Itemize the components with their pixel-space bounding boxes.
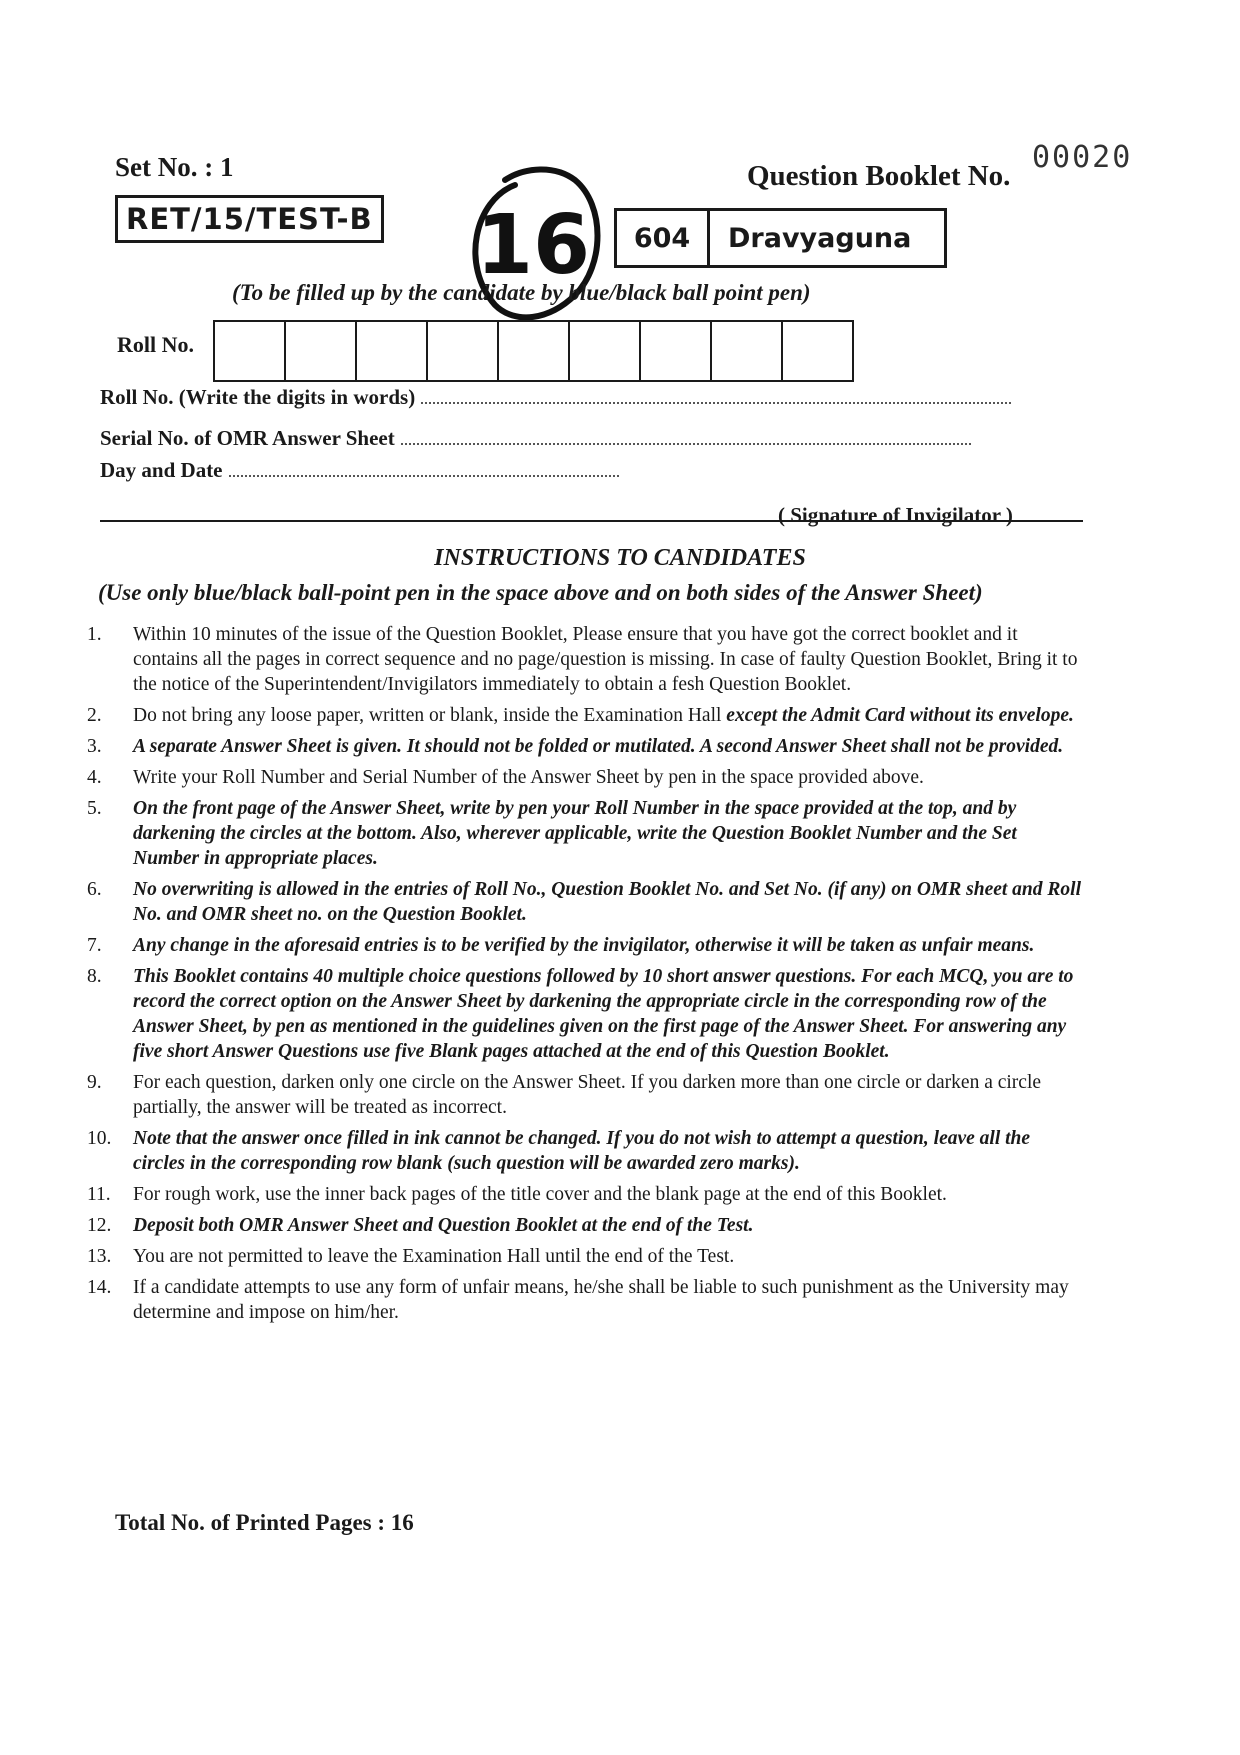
day-date-label: Day and Date (100, 458, 223, 482)
roll-digit-box[interactable] (284, 320, 357, 382)
instructions-subtitle: (Use only blue/black ball-point pen in the space above and on both sides of the Answer Sheet) (98, 580, 983, 605)
instruction-item: 4. Write your Roll Number and Serial Number of the Answer Sheet by pen in the space provided above. (87, 767, 924, 788)
roll-digit-box[interactable] (639, 320, 712, 382)
signature-divider (100, 520, 1083, 522)
instruction-item: 5. On the front page of the Answer Sheet, write by pen your Roll Number in the space provided at the top, and by darkening the circles at the bottom. Also, wherever applicable, write the Question Booklet Number and the Set Number in appropriate places. (87, 798, 1017, 869)
roll-digit-box[interactable] (426, 320, 499, 382)
roll-digit-box[interactable] (497, 320, 570, 382)
instruction-item: 14. If a candidate attempts to use any form of unfair means, he/she shall be liable to such punishment as the University may determine and impose on him/her. (87, 1277, 1069, 1323)
handwritten-number: 16 (475, 198, 591, 293)
roll-digit-box[interactable] (213, 320, 286, 382)
instruction-item: 8. This Booklet contains 40 multiple choice questions followed by 10 short answer questions. For each MCQ, you are to record the correct option on the Answer Sheet by darkening the appropriate circle in the corresponding row of the Answer Sheet, by pen as mentioned in the guidelines given on the first page of the Answer Sheet. For answering any five short Answer Questions use five Blank pages attached at the end of this Question Booklet. (87, 966, 1074, 1062)
test-code-box: RET/15/TEST-B (115, 195, 384, 243)
roll-digit-box[interactable] (568, 320, 641, 382)
roll-digit-box[interactable] (781, 320, 854, 382)
total-printed-pages: Total No. of Printed Pages : 16 (115, 1510, 414, 1535)
roll-in-words-label: Roll No. (Write the digits in words) (100, 385, 416, 409)
instructions-list (87, 622, 1082, 1331)
subject-name: Dravyaguna (728, 222, 912, 254)
omr-serial-field[interactable] (100, 426, 971, 451)
instructions-title: INSTRUCTIONS TO CANDIDATES (434, 545, 806, 571)
roll-number-boxes[interactable] (215, 320, 854, 382)
fill-note: (To be filled up by the candidate by blue/black ball point pen) (232, 280, 811, 305)
instruction-item: 10. Note that the answer once filled in ink cannot be changed. If you do not wish to attempt a question, leave all the circles in the corresponding row blank (such question will be awarded zero marks). (87, 1128, 1031, 1174)
invigilator-signature-label: ( Signature of Invigilator ) (778, 503, 1013, 527)
set-number: Set No. : 1 (115, 152, 234, 182)
roll-in-words-field[interactable] (100, 385, 1011, 410)
booklet-number-value: 00020 (1032, 140, 1133, 175)
instruction-item: 7. Any change in the aforesaid entries is to be verified by the invigilator, otherwise it will be taken as unfair means. (87, 935, 1035, 956)
roll-number-label: Roll No. (117, 332, 194, 357)
instruction-item: 1. Within 10 minutes of the issue of the Question Booklet, Please ensure that you have got the correct booklet and it contains all the pages in correct sequence and no page/question is missing. In case of faulty Question Booklet, Bring it to the notice of the Superintendent/Invigilators immediately to obtain a fesh Question Booklet. (87, 624, 1078, 695)
instruction-item: 13. You are not permitted to leave the Examination Hall until the end of the Test. (87, 1246, 735, 1267)
omr-serial-line[interactable] (401, 443, 971, 445)
day-date-line[interactable] (229, 475, 619, 477)
roll-digit-box[interactable] (355, 320, 428, 382)
instruction-item: 2. Do not bring any loose paper, written or blank, inside the Examination Hall except the Admit Card without its envelope. (87, 705, 1074, 726)
subject-box (614, 208, 947, 268)
instruction-item: 6. No overwriting is allowed in the entries of Roll No., Question Booklet No. and Set No. (if any) on OMR sheet and Roll No. and OMR sheet no. on the Question Booklet. (87, 879, 1081, 925)
omr-serial-label: Serial No. of OMR Answer Sheet (100, 426, 395, 450)
roll-digit-box[interactable] (710, 320, 783, 382)
roll-in-words-line[interactable] (421, 402, 1011, 404)
instruction-item: 12. Deposit both OMR Answer Sheet and Question Booklet at the end of the Test. (87, 1215, 754, 1236)
instruction-item: 3. A separate Answer Sheet is given. It should not be folded or mutilated. A second Answer Sheet shall not be provided. (87, 736, 1064, 757)
booklet-number-label: Question Booklet No. (747, 160, 1011, 192)
instruction-item: 9. For each question, darken only one circle on the Answer Sheet. If you darken more than one circle or darken a circle partially, the answer will be treated as incorrect. (87, 1072, 1042, 1118)
instruction-item: 11. For rough work, use the inner back pages of the title cover and the blank page at the end of this Booklet. (87, 1184, 947, 1205)
subject-code: 604 (617, 211, 710, 265)
handwritten-circled-number (455, 155, 615, 335)
day-date-field[interactable] (100, 458, 619, 483)
